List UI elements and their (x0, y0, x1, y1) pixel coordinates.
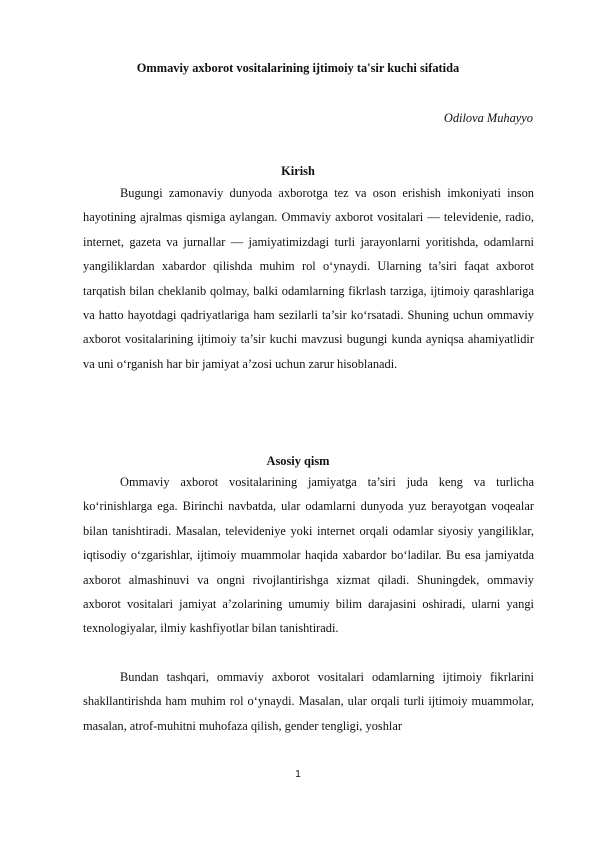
paragraph-main-2: Bundan tashqari, ommaviy axborot vositalari odamlarning ijtimoiy fikrlarini shakllantirishda ham muhim rol o‘ynaydi. Masalan, ular orqali turli ijtimoiy muammolar, masalan, atrof-muhitni muhofaza qilish, gender tengligi, yoshlar (83, 670, 534, 733)
paragraph-intro: Bugungi zamonaviy dunyoda axborotga tez va oson erishish imkoniyati inson hayotining ajralmas qismiga aylangan. Ommaviy axborot vositalari — televidenie, radio, internet, gazeta va jurnallar — jamiyatimizdagi turli jarayonlarni yoritishda, odamlarni yangiliklardan xabardor qilishda muhim rol o‘ynaydi. Ularning ta’siri faqat axborot tarqatish bilan cheklanib qolmay, balki odamlarning fikrlash tarziga, ijtimoiy qarashlariga va hatto hayotdagi qadriyatlariga ham sezilarli ta’sir ko‘rsatadi. Shuning uchun ommaviy axborot vositalarining ijtimoiy ta’sir kuchi mavzusi bugungi kunda ayniqsa ahamiyatlidir va uni o‘rganish har bir jamiyat a’zosi uchun zarur hisoblanadi. (83, 186, 534, 371)
author-name: Odilova Muhayyo (443, 111, 533, 125)
section-heading-asosiy-qism: Asosiy qism (266, 454, 330, 468)
section-heading-kirish: Kirish (281, 164, 315, 178)
document-title: Ommaviy axborot vositalarining ijtimoiy ta'sir kuchi sifatida (136, 61, 460, 75)
page-number: 1 (295, 769, 301, 780)
paragraph-main-1: Ommaviy axborot vositalarining jamiyatga ta’siri juda keng va turlicha ko‘rinishlarga ega. Birinchi navbatda, ular odamlarni dunyoda yuz berayotgan voqealar bilan tanishtiradi. Masalan, televideniye yoki internet orqali odamlar siyosiy yangiliklar, iqtisodiy o‘zgarishlar, ijtimoiy muammolar haqida xabardor bo‘ladilar. Bu esa jamiyatda axborot almashinuvi va ongni rivojlantirishga xizmat qiladi. Shuningdek, ommaviy axborot vositalari jamiyat a’zolarining umumiy bilim darajasini oshiradi, ularni yangi texnologiyalar, ilmiy kashfiyotlar bilan tanishtiradi. (83, 475, 534, 636)
